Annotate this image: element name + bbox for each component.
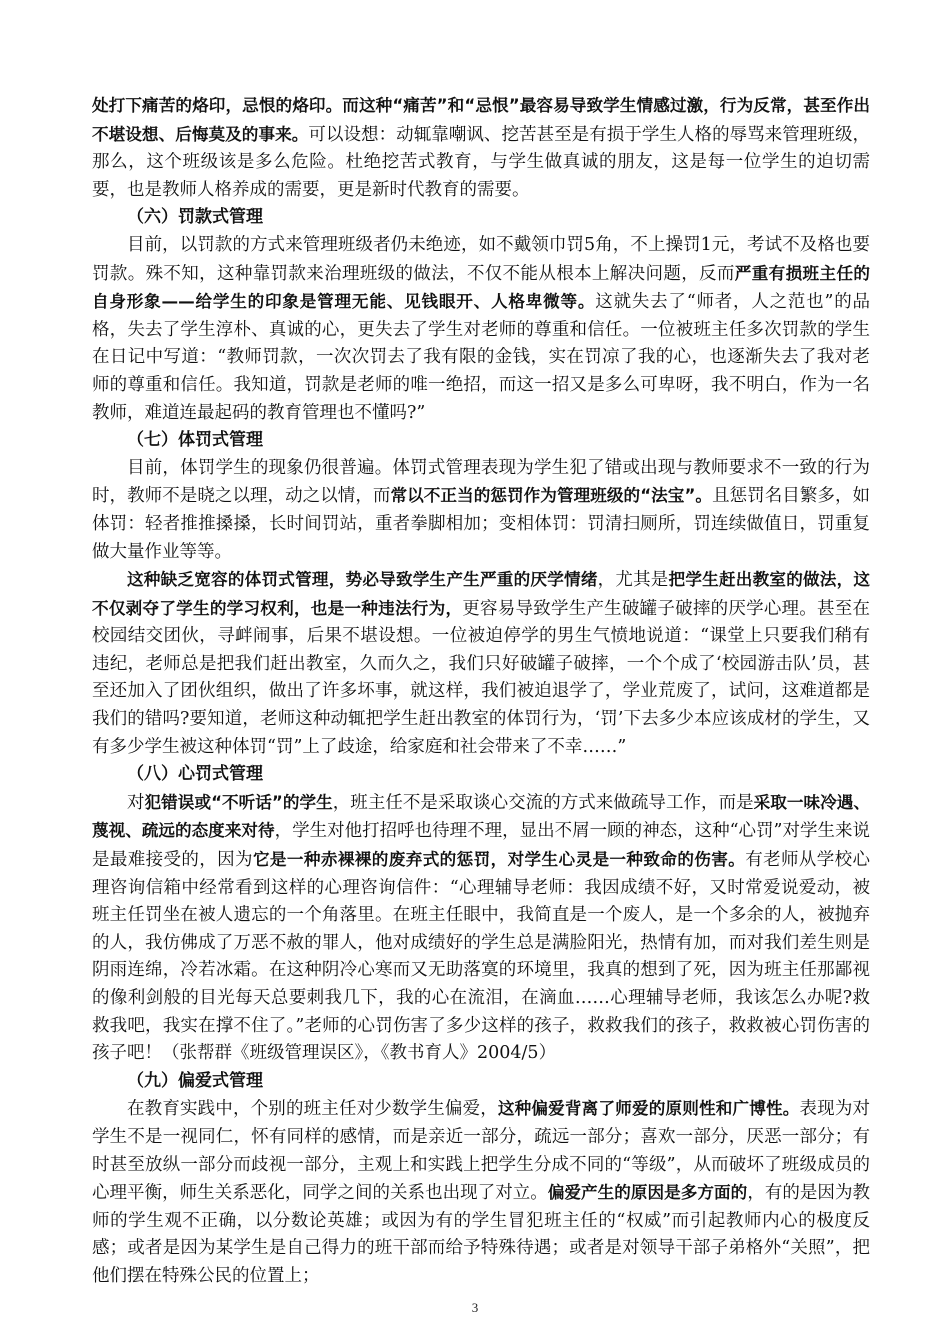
text-span: 更容易导致学生产生破罐子破摔的厌学心理。甚至在校园结交团伙，寻衅闹事，后果不堪设想。一位被迫停学的男生气愤地说道：“课堂上只要我们稍有违纪，老师总是把我们赶出教室，久而久之，我们只好破罐子破摔，一个个成了‘校园游击队’员，甚至还加入了团伙组织，做出了许多坏事，就这样，我们被迫退学了，学业荒废了，试问，这难道都是我们的错吗?要知道，老师这种动辄把学生赶出教室的体罚行为，‘罚’下去多少本应该成材的学生，又有多少学生被这种体罚“罚”上了歧途，给家庭和社会带来了不幸……” — [92, 598, 870, 757]
section-heading: （八）心罚式管理 — [127, 764, 263, 785]
text-span: ，班主任不是采取谈心交流的方式来做疏导工作，而是 — [332, 792, 754, 813]
section-heading: （七）体罚式管理 — [127, 430, 263, 451]
bold-text: 处打下痛苦的烙印，忌恨的烙印。而这种“痛苦”和“忌恨”最容易导致学生情感过激，行为反常，甚至作出不堪设想、后悔莫及的事来。 — [92, 96, 870, 144]
text-span: 在教育实践中，个别的班主任对少数学生偏爱， — [127, 1099, 498, 1120]
bold-text: 它是一种赤裸裸的废弃式的惩罚，对学生心灵是一种致命的伤害。 — [252, 850, 746, 870]
text-span: 表现为对学生不是一视同仁，怀有同样的感情，而是亲近一部分，疏远一部分；喜欢一部分，厌恶一部分；有时甚至放纵一部分而歧视一部分，主观上和实践上把学生分成不同的“等级”，从而破坏了班级成员的心理平衡，师生关系恶化，同学之间的关系也出现了对立。 — [92, 1099, 871, 1204]
text-span: 目前，体罚学生的现象仍很普遍。体罚式管理表现为学生犯了错或出现与教师要求不一致的行为时，教师不是晓之以理，动之以情，而 — [92, 457, 870, 507]
bold-text: 采取一味冷遇、蔑视、疏远的态度来对待 — [92, 792, 871, 841]
bold-text: 这种偏爱背离了师爱的原则性和广博性。 — [497, 1099, 800, 1119]
text-span: 对 — [127, 792, 145, 813]
body-paragraph — [92, 92, 870, 204]
text-span: 可以设想：动辄靠嘲讽、挖苦甚至是有损于学生人格的辱骂来管理班级，那么，这个班级该是多么危险。杜绝挖苦式教育，与学生做真诚的朋友，这是每一位学生的迫切需要，也是教师人格养成的需要，更是新时代教育的需要。 — [92, 124, 871, 200]
text-span: ，学生对他打招呼也待理不理，显出不屑一顾的神态，这种“心罚”对学生来说是最难接受的，因为 — [92, 821, 871, 871]
bold-text: 犯错误或“不听话”的学生 — [144, 792, 333, 812]
body-paragraph — [92, 232, 870, 427]
bold-text: 常以不正当的惩罚作为管理班级的“法宝”。 — [390, 486, 713, 506]
text-span: ，有的是因为教师的学生观不正确，以分数论英雄；或因为有的学生冒犯班主任的“权威”而引起教师内心的极度反感；或者是因为某学生是自己得力的班干部而给予特殊待遇；或者是对领导干部子弟格外“关照”，把他们摆在特殊公民的位置上； — [92, 1183, 870, 1286]
text-span: 有老师从学校心理咨询信箱中经常看到这样的心理咨询信件：“心理辅导老师：我因成绩不好，又时常爱说爱动，被班主任罚坐在被人遗忘的一个角落里。在班主任眼中，我简直是一个废人，是一个多余的人，被抛弃的人，我仿佛成了万恶不赦的罪人，他对成绩好的学生总是满脸阳光，热情有加，而对我们差生则是阴雨连绵，冷若冰霜。在这种阴冷心寒而又无助落寞的环境里，我真的想到了死，因为班主任那鄙视的像利剑般的目光每天总要刺我几下，我的心在流泪，在滴血……心理辅导老师，我该怎么办呢?救救我吧，我实在撑不住了。”老师的心罚伤害了多少这样的孩子，救救我们的孩子，救救被心罚伤害的孩子吧！（张帮群《班级管理误区》，《教书育人》2004/5） — [92, 850, 871, 1064]
section-heading: （六）罚款式管理 — [127, 207, 263, 228]
bold-text: 这种缺乏宽容的体罚式管理，势必导致学生产生严重的厌学情绪 — [127, 570, 598, 590]
text-span: ，尤其是 — [597, 570, 669, 591]
document-body — [92, 92, 870, 1291]
bold-text: 把学生赶出教室的做法，这不仅剥夺了学生的学习权利，也是一种违法行为， — [92, 570, 871, 618]
body-paragraph — [92, 455, 870, 566]
bold-text: 偏爱产生的原因是多方面的 — [547, 1183, 748, 1203]
text-span: 目前，以罚款的方式来管理班级者仍未绝迹，如不戴领巾罚5角，不上操罚1元，考试不及格也要罚款。殊不知，这种靠罚款来治理班级的做法，不仅不能从根本上解决问题，反而 — [92, 234, 870, 284]
text-span: 这就失去了“师者，人之范也”的品格，失去了学生淳朴、真诚的心，更失去了学生对老师的尊重和信任。一位被班主任多次罚款的学生在日记中写道：“教师罚款，一次次罚去了我有限的金钱，实在罚凉了我的心，也逐渐失去了我对老师的尊重和信任。我知道，罚款是老师的唯一绝招，而这一招又是多么可卑呀，我不明白，作为一名教师，难道连最起码的教育管理也不懂吗?” — [92, 292, 870, 423]
body-paragraph — [92, 789, 870, 1068]
section-heading: （九）偏爱式管理 — [127, 1070, 263, 1091]
page-number: 3 — [471, 1300, 479, 1315]
bold-text: 严重有损班主任的自身形象——给学生的印象是管理无能、见钱眼开、人格卑微等。 — [92, 263, 870, 312]
body-paragraph — [92, 1095, 870, 1290]
text-span: 且惩罚名目繁多，如体罚：轻者推推搡搡，长时间罚站，重者拳脚相加；变相体罚：罚清扫厕所，罚连续做值日，罚重复做大量作业等等。 — [92, 486, 871, 562]
body-paragraph — [92, 566, 870, 761]
